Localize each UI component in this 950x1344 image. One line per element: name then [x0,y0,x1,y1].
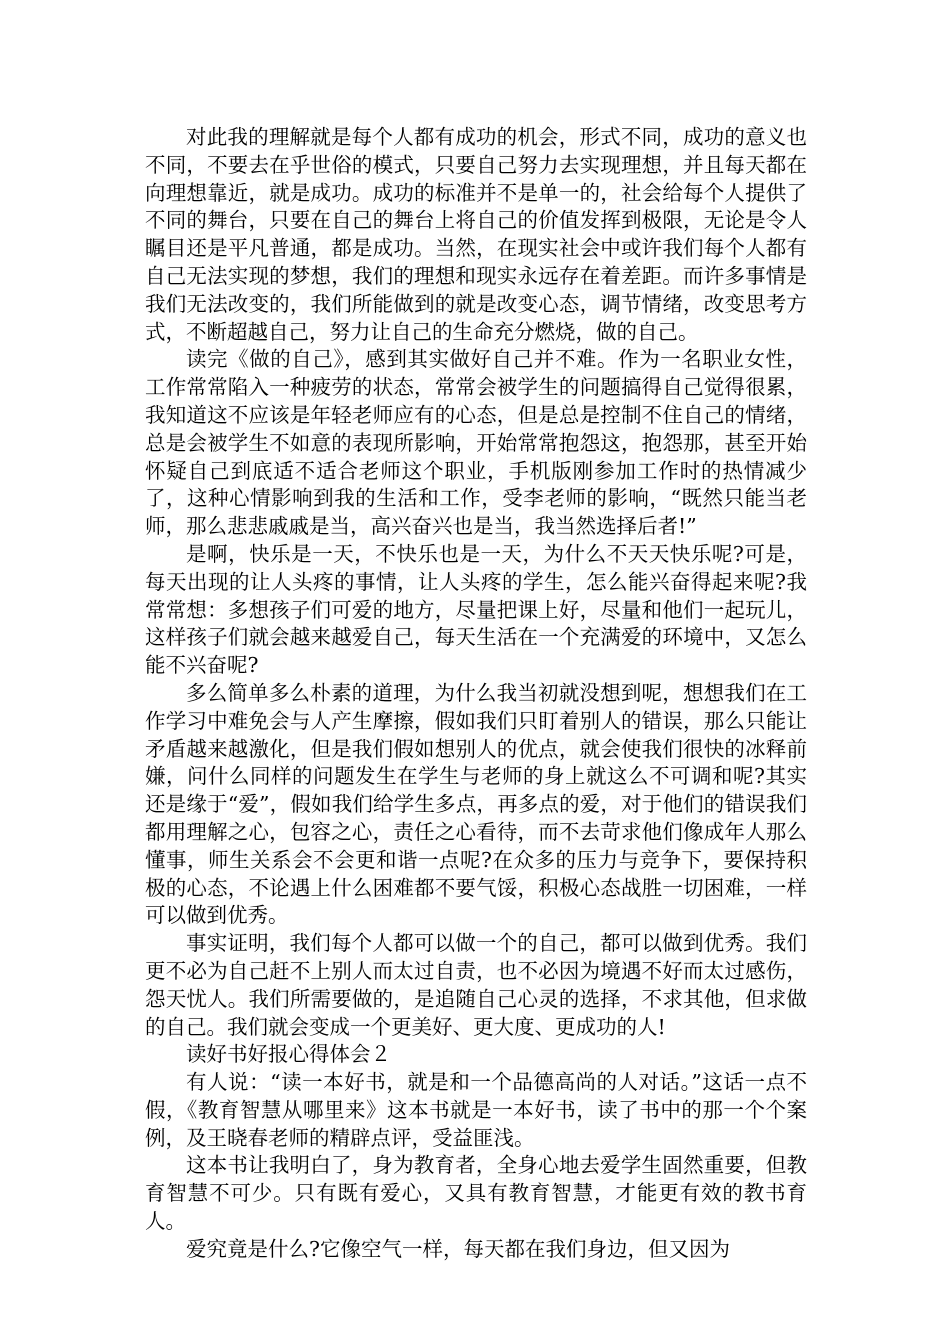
paragraph-good-book: 有人说：“读一本好书，就是和一个品德高尚的人对话。”这话一点不假，《教育智慧从哪里来》这本书就是一本好书，读了书中的那一个个案例，及王晓春老师的精辟点评，受益匪浅。 [145,1070,807,1150]
paragraph-happy-every-day: 是啊，快乐是一天，不快乐也是一天，为什么不天天快乐呢?可是，每天出现的让人头疼的事情，让人头疼的学生，怎么能兴奋得起来呢?我常常想：多想孩子们可爱的地方，尽量把课上好，尽量和他们一起玩儿，这样孩子们就会越来越爱自己，每天生活在一个充满爱的环境中，又怎么能不兴奋呢? [145,541,807,678]
paragraph-what-is-love: 爱究竟是什么?它像空气一样，每天都在我们身边，但又因为 [186,1236,730,1261]
paragraph-simple-truth: 多么简单多么朴素的道理，为什么我当初就没想到呢，想想我们在工作学习中难免会与人产生摩擦，假如我们只盯着别人的错误，那么只能让矛盾越来越激化，但是我们假如想别人的优点，就会使我们很快的冰释前嫌，问什么同样的问题发生在学生与老师的身上就这么不可调和呢?其实还是缘于“爱”，假如我们给学生多点，再多点的爱，对于他们的错误我们都用理解之心，包容之心，责任之心看待，而不去苛求他们像成年人那么懂事，师生关系会不会更和谐一点呢?在众多的压力与竞争下，要保持积极的心态，不论遇上什么困难都不要气馁，积极心态战胜一切困难，一样可以做到优秀。 [145,680,807,928]
paragraph-educator: 这本书让我明白了，身为教育者，全身心地去爱学生固然重要，但教育智慧不可少。只有既有爱心，又具有教育智慧，才能更有效的教书育人。 [145,1153,807,1234]
paragraph-success-meaning: 对此我的理解就是每个人都有成功的机会，形式不同，成功的意义也不同，不要去在乎世俗的模式，只要自己努力去实现理想，并且每天都在向理想靠近，就是成功。成功的标准并不是单一的，社会给每个人提供了不同的舞台，只要在自己的舞台上将自己的价值发挥到极限，无论是令人瞩目还是平凡普通，都是成功。当然，在现实社会中或许我们每个人都有自己无法实现的梦想，我们的理想和现实永远存在着差距。而许多事情是我们无法改变的，我们所能做到的就是改变心态，调节情绪，改变思考方式，不断超越自己，努力让自己的生命充分燃烧，做的自己。 [145,125,807,344]
paragraph-facts-prove: 事实证明，我们每个人都可以做一个的自己，都可以做到优秀。我们更不必为自己赶不上别人而太过自责，也不必因为境遇不好而太过感伤，怨天忧人。我们所需要做的，是追随自己心灵的选择，不求其他，但求做的自己。我们就会变成一个更美好、更大度、更成功的人! [145,931,807,1039]
document-page [145,124,807,1264]
paragraph-be-yourself: 读完《做的自己》，感到其实做好自己并不难。作为一名职业女性，工作常常陷入一种疲劳的状态，常常会被学生的问题搞得自己觉得很累，我知道这不应该是年轻老师应有的心态，但是总是控制不住自己的情绪，总是会被学生不如意的表现所影响，开始常常抱怨这，抱怨那，甚至开始怀疑自己到底适不适合老师这个职业，手机版刚参加工作时的热情减少了，这种心情影响到我的生活和工作，受李老师的影响，“既然只能当老师，那么悲悲戚戚是当，高兴奋兴也是当，我当然选择后者!” [145,347,807,539]
section-heading: 读好书好报心得体会２ [186,1042,391,1067]
